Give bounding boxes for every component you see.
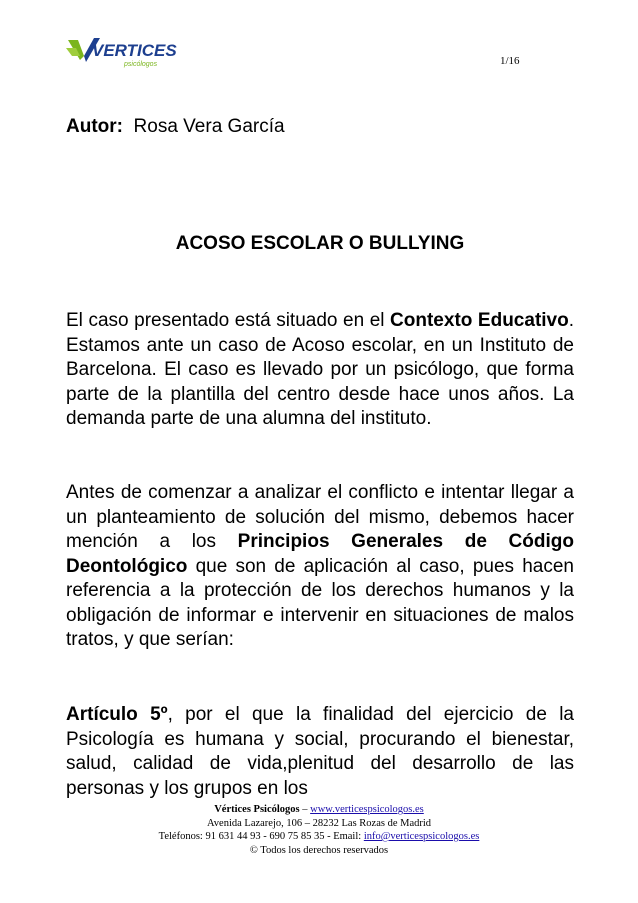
document-title: ACOSO ESCOLAR O BULLYING bbox=[175, 233, 465, 254]
page-footer bbox=[0, 803, 638, 857]
logo-wordmark: VERTICES bbox=[92, 41, 177, 60]
author-line bbox=[66, 116, 285, 138]
footer-line-contact bbox=[0, 830, 638, 844]
footer-separator: – bbox=[299, 804, 311, 815]
paragraph-text: que son de aplicación al caso, pues hacen referencia a la protección de los derechos humanos y la obligación de informar e intervenir en situaciones de malos tratos, y que serían: bbox=[66, 555, 574, 650]
emphasis-text: Contexto Educativo bbox=[390, 310, 569, 331]
footer-rights: © Todos los derechos reservados bbox=[249, 844, 389, 856]
email-link[interactable]: info@verticespsicologos.es bbox=[363, 831, 480, 842]
paragraph-text: . Estamos ante un caso de Acoso escolar, en un Instituto de Barcelona. El caso es llevado por un psicólogo, que forma parte de la plantilla del centro desde hace unos años. La demanda parte de una alumna del instituto. bbox=[66, 310, 575, 429]
paragraph-text: Antes de comenzar a analizar el conflicto e intentar llegar a un planteamiento de solución del mismo, debemos hacer mención a los bbox=[66, 482, 574, 552]
footer-address: Avenida Lazarejo, 106 – 28232 Las Rozas de Madrid bbox=[206, 817, 432, 829]
website-link[interactable]: www.verticespsicologos.es bbox=[310, 804, 424, 815]
footer-phones: Teléfonos: 91 631 44 93 - 690 75 85 35 - Email: bbox=[158, 831, 364, 842]
author-name: Rosa Vera García bbox=[133, 116, 285, 137]
footer-brand: Vértices Psicólogos bbox=[214, 804, 300, 815]
footer-line-brand bbox=[0, 803, 638, 817]
paragraph-text: , por el que la finalidad del ejercicio de la Psicología es humana y social, procurando el bienestar, salud, calidad de vida,plenitud del desarrollo de las personas y los grupos en los bbox=[66, 704, 574, 799]
emphasis-text: Principios Generales de Código Deontológico bbox=[66, 531, 574, 577]
paragraph-context bbox=[66, 309, 574, 432]
vertices-logo bbox=[66, 34, 186, 68]
logo-subtitle: psicólogos bbox=[124, 61, 158, 68]
article-heading: Artículo 5º bbox=[66, 704, 168, 725]
paragraph-article-5 bbox=[66, 703, 574, 803]
paragraph-principles bbox=[66, 481, 574, 653]
paragraph-text: El caso presentado está situado en el bbox=[66, 310, 391, 331]
author-label: Autor: bbox=[66, 116, 123, 137]
page-number: 1/16 bbox=[500, 55, 520, 67]
